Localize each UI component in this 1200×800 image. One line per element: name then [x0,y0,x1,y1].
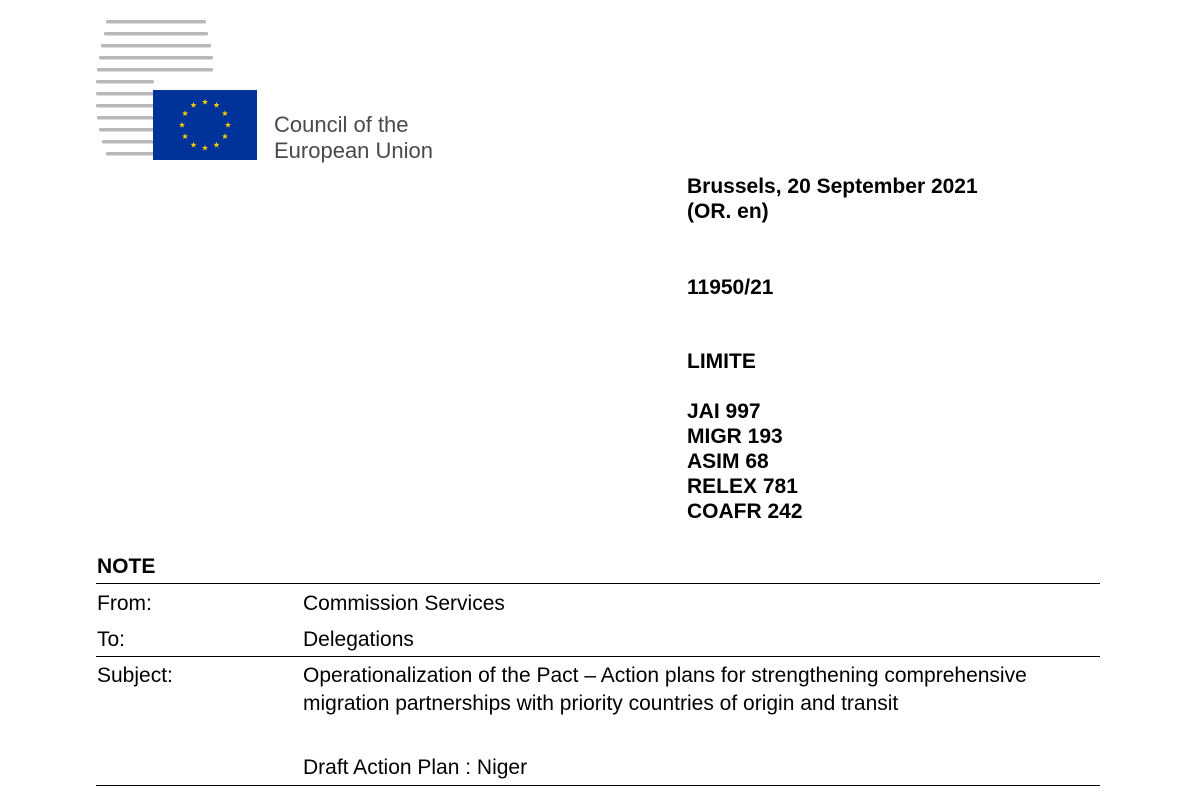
original-language: (OR. en) [687,200,769,223]
document-meta-date [687,174,978,224]
document-code: COAFR 242 [687,500,803,523]
document-number: 11950/21 [687,276,774,299]
from-value: Commission Services [303,592,505,615]
document-code: MIGR 193 [687,425,783,448]
place-date: Brussels, 20 September 2021 [687,175,978,198]
document-code: ASIM 68 [687,450,769,473]
org-name-line2: European Union [274,138,434,163]
divider-top [96,583,1100,584]
note-title: NOTE [97,555,156,578]
to-value: Delegations [303,628,414,651]
organization-name [274,112,433,164]
subject-value-secondary: Draft Action Plan : Niger [303,756,528,779]
classification-label: LIMITE [687,350,756,373]
divider-bottom [96,785,1100,786]
council-eu-logo-icon [94,16,264,166]
document-codes [687,399,803,524]
to-label: To: [97,628,126,651]
document-code: RELEX 781 [687,475,798,498]
subject-value: Operationalization of the Pact – Action plans for strengthening comprehensive migration partnerships with priority countries of origin and transit [303,664,1027,715]
org-name-line1: Council of the [274,112,409,137]
document-code: JAI 997 [687,400,761,423]
from-label: From: [97,592,152,615]
divider-middle [96,656,1100,657]
subject-label: Subject: [97,664,173,687]
